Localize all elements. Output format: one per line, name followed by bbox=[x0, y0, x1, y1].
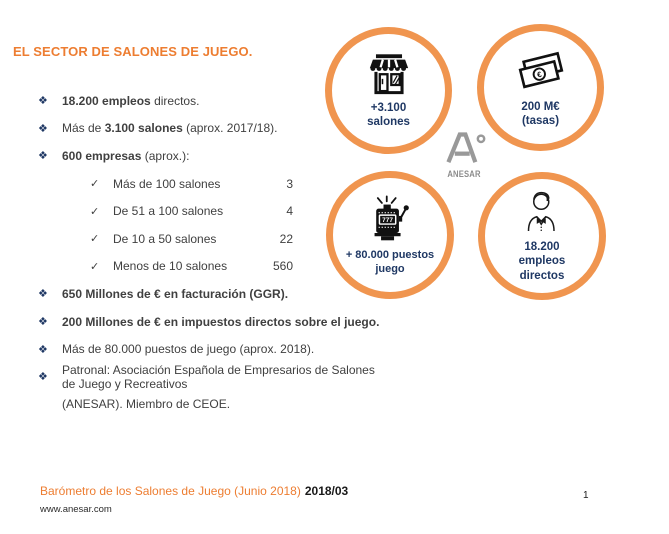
infographic-circle-empleos bbox=[478, 172, 606, 300]
check-bullet-icon: ✓ bbox=[90, 233, 100, 246]
page-number: 1 bbox=[583, 490, 589, 501]
footer bbox=[40, 484, 348, 498]
croupier-icon bbox=[518, 189, 566, 237]
sub-bullet-count: 560 bbox=[272, 259, 293, 274]
caption-line: directos bbox=[519, 269, 565, 282]
diamond-bullet-icon: ❖ bbox=[38, 150, 48, 163]
circle-caption-puestos bbox=[346, 249, 434, 277]
diamond-bullet-icon: ❖ bbox=[38, 343, 48, 356]
bullet-row bbox=[38, 142, 383, 170]
caption-line: +3.100 bbox=[370, 101, 407, 114]
diamond-bullet-icon: ❖ bbox=[38, 316, 48, 329]
diamond-bullet-icon: ❖ bbox=[38, 122, 48, 135]
caption-line: 18.200 bbox=[524, 240, 560, 253]
bullet-text: (ANESAR). Miembro de CEOE. bbox=[62, 397, 231, 412]
euro-symbol: € bbox=[535, 69, 543, 80]
bullet-text: 650 Millones de € en facturación (GGR). bbox=[62, 286, 289, 301]
infographic-circle-puestos bbox=[326, 171, 454, 299]
caption-line: juego bbox=[375, 262, 405, 275]
check-bullet-icon: ✓ bbox=[90, 205, 100, 218]
caption-line: 200 M€ bbox=[521, 100, 560, 113]
anesar-logo bbox=[436, 131, 492, 179]
sub-bullet-label: Menos de 10 salones bbox=[113, 259, 228, 274]
bullet-continuation-row bbox=[38, 391, 383, 419]
bullet-text: 600 empresas (aprox.): bbox=[62, 148, 190, 163]
sub-bullet-label: De 10 a 50 salones bbox=[113, 231, 217, 246]
circle-caption-tasas bbox=[521, 100, 559, 129]
sub-bullet-label: De 51 a 100 salones bbox=[113, 204, 224, 219]
sub-bullet-count: 3 bbox=[286, 176, 293, 191]
diamond-bullet-icon: ❖ bbox=[38, 288, 48, 301]
bullet-row bbox=[38, 280, 383, 308]
diamond-bullet-icon: ❖ bbox=[38, 95, 48, 108]
bullet-text: Patronal: Asociación Española de Empresarios de Salones de Juego y Recreativos bbox=[62, 362, 375, 391]
circle-caption-salones bbox=[367, 101, 410, 130]
diamond-bullet-icon: ❖ bbox=[38, 371, 48, 384]
caption-line: (tasas) bbox=[521, 115, 560, 127]
sub-bullet-count: 4 bbox=[286, 204, 293, 219]
bullet-row bbox=[38, 335, 383, 363]
slot-display-numbers: 777 bbox=[382, 216, 393, 224]
sub-bullet-count: 22 bbox=[279, 231, 293, 246]
page-title: EL SECTOR DE SALONES DE JUEGO. bbox=[13, 44, 253, 59]
footer-website: www.anesar.com bbox=[40, 504, 112, 515]
infographic-circle-tasas bbox=[477, 24, 604, 151]
slot-machine-icon bbox=[364, 194, 416, 246]
check-bullet-icon: ✓ bbox=[90, 260, 100, 273]
caption-line: empleos bbox=[518, 255, 566, 268]
anesar-logo-label: ANESAR bbox=[447, 169, 481, 179]
banknote-euro-icon bbox=[513, 47, 569, 97]
bullet-row bbox=[38, 363, 383, 391]
infographic-circle-salones bbox=[325, 27, 452, 154]
sub-bullet-label: Más de 100 salones bbox=[113, 176, 221, 191]
bullet-row bbox=[38, 308, 383, 336]
circle-caption-empleos bbox=[519, 240, 566, 283]
bullet-text: Más de 80.000 puestos de juego (aprox. 2018). bbox=[62, 342, 315, 357]
caption-line: + 80.000 puestos bbox=[345, 248, 435, 261]
bullet-text: Más de 3.100 salones (aprox. 2017/18). bbox=[62, 121, 278, 136]
anesar-logo-mark-icon bbox=[440, 131, 488, 165]
sub-bullet-row bbox=[38, 170, 383, 198]
footer-title: Barómetro de los Salones de Juego (Junio 2018) bbox=[40, 484, 301, 498]
footer-issue-code: 2018/03 bbox=[304, 484, 349, 498]
bullet-text: 200 Millones de € en impuestos directos sobre el juego. bbox=[62, 314, 380, 329]
storefront-icon bbox=[366, 52, 412, 98]
bullet-text: 18.200 empleos directos. bbox=[62, 93, 200, 108]
check-bullet-icon: ✓ bbox=[90, 178, 100, 191]
caption-line: salones bbox=[367, 116, 410, 128]
